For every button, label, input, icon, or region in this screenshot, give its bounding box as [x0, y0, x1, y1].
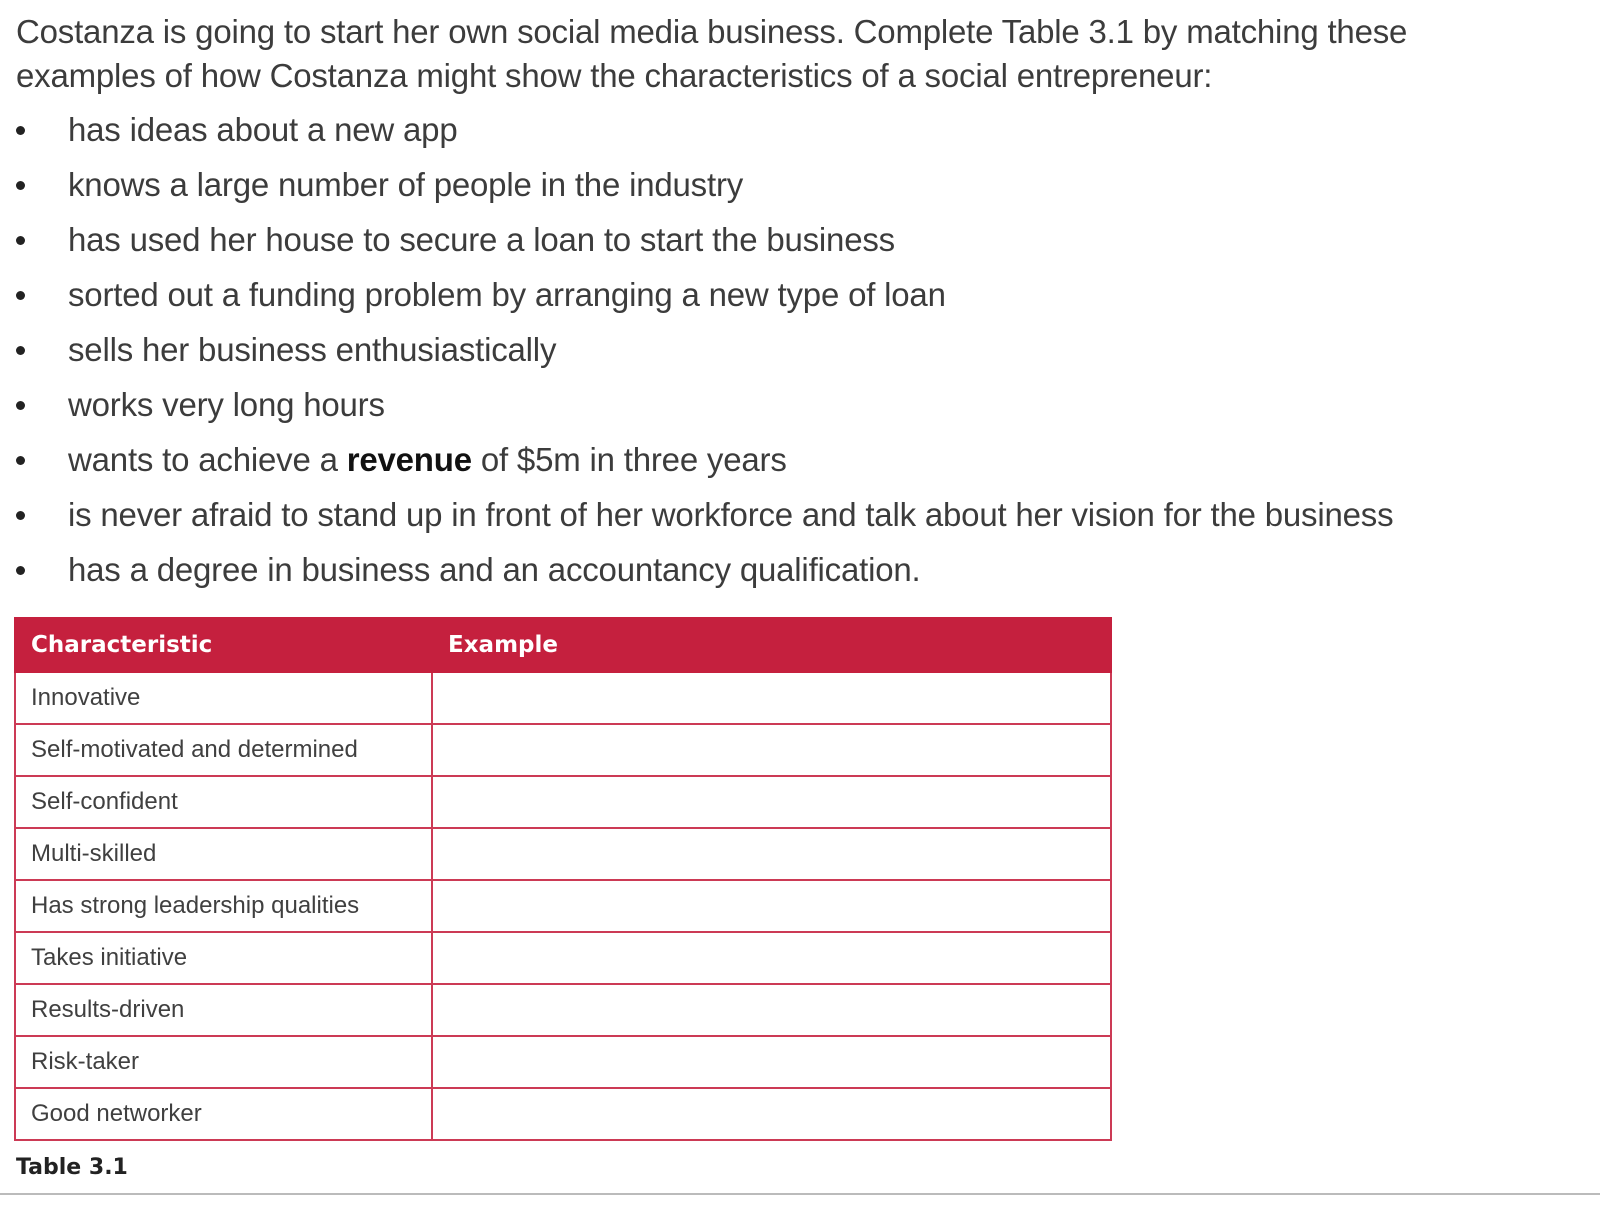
examples-list	[16, 102, 1496, 597]
example-answer-cell[interactable]	[432, 724, 1111, 776]
table-row	[15, 828, 1111, 880]
intro-paragraph: Costanza is going to start her own social media business. Complete Table 3.1 by matching these examples of how Costanza might show the characteristics of a social entrepreneur:	[16, 13, 1408, 94]
bullet-icon	[16, 566, 25, 575]
list-item	[16, 212, 1496, 267]
example-answer-cell[interactable]	[432, 1036, 1111, 1088]
example-text: sorted out a funding problem by arranging a new type of loan	[68, 276, 946, 313]
example-text: knows a large number of people in the industry	[68, 166, 744, 203]
example-answer-cell[interactable]	[432, 828, 1111, 880]
list-item	[16, 377, 1496, 432]
characteristic-cell: Multi-skilled	[15, 828, 432, 880]
characteristic-cell: Risk-taker	[15, 1036, 432, 1088]
example-text: is never afraid to stand up in front of her workforce and talk about her vision for the business	[68, 496, 1394, 533]
table-row	[15, 672, 1111, 724]
list-item	[16, 542, 1496, 597]
page-divider	[0, 1193, 1600, 1195]
header-example: Example	[432, 618, 1111, 672]
characteristic-cell: Self-motivated and determined	[15, 724, 432, 776]
header-characteristic: Characteristic	[15, 618, 432, 672]
example-answer-cell[interactable]	[432, 984, 1111, 1036]
bullet-icon	[16, 511, 25, 520]
characteristics-table	[14, 617, 1112, 1141]
revenue-keyword: revenue	[346, 441, 472, 478]
characteristic-cell: Results-driven	[15, 984, 432, 1036]
bullet-icon	[16, 291, 25, 300]
characteristic-cell: Good networker	[15, 1088, 432, 1140]
list-item	[16, 102, 1496, 157]
table-row	[15, 984, 1111, 1036]
table-row	[15, 1088, 1111, 1140]
example-text: has used her house to secure a loan to start the business	[68, 221, 895, 258]
example-text: sells her business enthusiastically	[68, 331, 557, 368]
bullet-icon	[16, 236, 25, 245]
bullet-icon	[16, 181, 25, 190]
list-item	[16, 432, 1496, 487]
bullet-icon	[16, 346, 25, 355]
list-item	[16, 487, 1496, 542]
example-text: works very long hours	[68, 386, 385, 423]
characteristics-table-container	[14, 617, 1110, 1141]
example-text-before: wants to achieve a	[68, 441, 347, 478]
example-answer-cell[interactable]	[432, 880, 1111, 932]
example-text: has a degree in business and an accountancy qualification.	[68, 551, 921, 588]
table-row	[15, 776, 1111, 828]
list-item	[16, 322, 1496, 377]
table-row	[15, 724, 1111, 776]
example-text: has ideas about a new app	[68, 111, 458, 148]
bullet-icon	[16, 456, 25, 465]
list-item	[16, 267, 1496, 322]
table-caption: Table 3.1	[16, 1155, 128, 1180]
table-header-row	[15, 618, 1111, 672]
example-answer-cell[interactable]	[432, 1088, 1111, 1140]
table-row	[15, 932, 1111, 984]
characteristic-cell: Takes initiative	[15, 932, 432, 984]
table-row	[15, 880, 1111, 932]
bullet-icon	[16, 401, 25, 410]
characteristic-cell: Self-confident	[15, 776, 432, 828]
example-answer-cell[interactable]	[432, 672, 1111, 724]
example-answer-cell[interactable]	[432, 932, 1111, 984]
example-text-after: of $5m in three years	[471, 441, 787, 478]
bullet-icon	[16, 126, 25, 135]
characteristic-cell: Innovative	[15, 672, 432, 724]
example-answer-cell[interactable]	[432, 776, 1111, 828]
list-item	[16, 157, 1496, 212]
table-row	[15, 1036, 1111, 1088]
characteristic-cell: Has strong leadership qualities	[15, 880, 432, 932]
